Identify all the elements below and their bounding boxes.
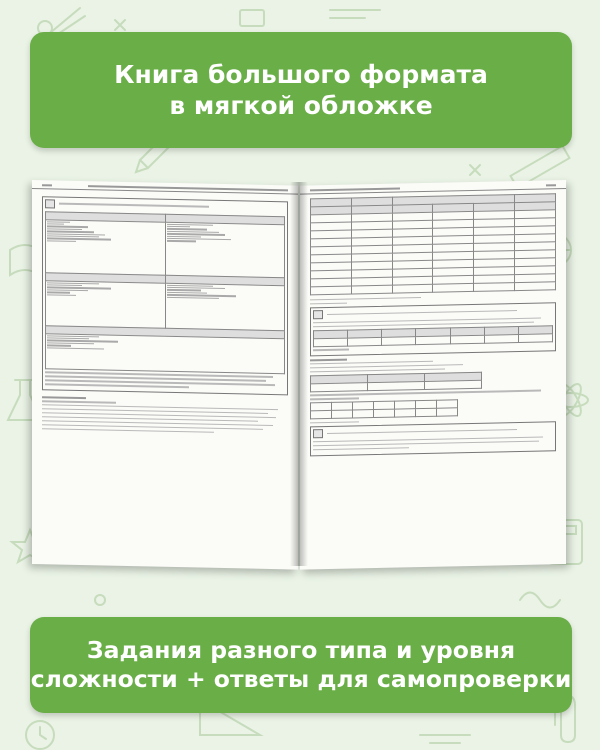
book-spine [290,182,308,566]
task-box-6 [42,196,288,395]
tasks-banner-line-2: сложности + ответы для самопроверки [30,665,572,693]
book-right-page [300,180,566,570]
code-table [45,211,285,374]
task-box-8 [310,421,556,455]
solution-text-right [310,354,556,423]
book-left-page [32,180,298,570]
solution-text [42,396,288,435]
task-box-7 [310,302,556,356]
tasks-banner-line-1: Задания разного типа и уровня [86,635,516,664]
task-number-badge [45,199,55,208]
answer-table [310,193,556,295]
fragment-table [313,325,553,347]
format-banner-line-1: Книга большого формата [114,59,488,89]
tasks-banner [30,617,572,713]
order-table [310,399,458,419]
address-table [310,372,482,393]
format-banner-line-2: в мягкой обложке [169,91,433,120]
format-banner [30,32,572,148]
task-number-badge [313,310,323,319]
task-number-badge [313,429,323,438]
open-book-image [32,180,566,564]
